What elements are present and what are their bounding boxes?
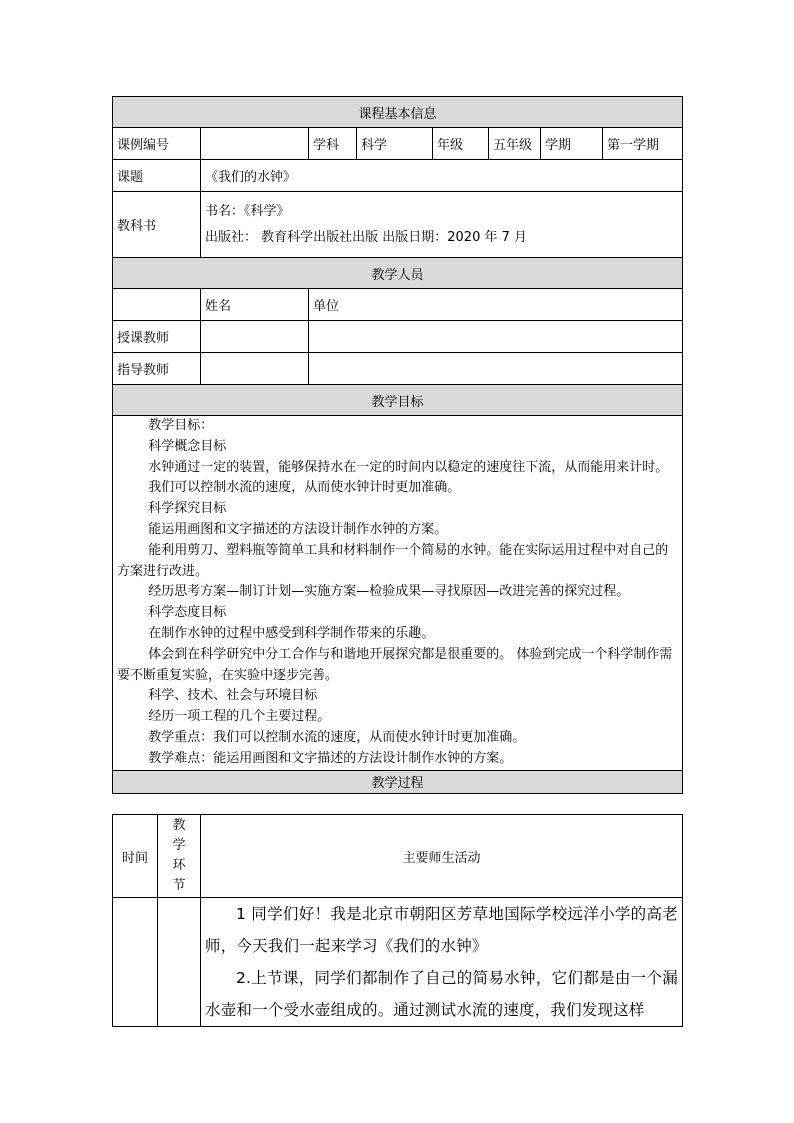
goal-line: 经历思考方案—制订计划—实施方案—检验成果—寻找原因—改进完善的探究过程。 (148, 584, 630, 600)
subject-label: 学科 (309, 128, 357, 160)
case-no-value (201, 128, 309, 160)
staff-header: 教学人员 (113, 258, 683, 289)
topic-label: 课题 (113, 160, 201, 192)
subject-value: 科学 (357, 128, 433, 160)
textbook-label: 教科书 (113, 192, 201, 258)
staff-corner (113, 289, 201, 321)
basic-info-header: 课程基本信息 (113, 97, 683, 128)
goal-line: 教学难点：能运用画图和文字描述的方法设计制作水钟的方案。 (148, 750, 513, 766)
goal-line: 科学探究目标 (148, 501, 227, 517)
activity-paragraph: 1 同学们好！我是北京市朝阳区芳草地国际学校远洋小学的高老师，今天我们一起来学习《我们的水钟》 (205, 905, 678, 955)
textbook-info (201, 192, 683, 258)
mentor-label: 指导教师 (113, 353, 201, 385)
teacher-label: 授课教师 (113, 321, 201, 353)
goals-header: 教学目标 (113, 385, 683, 416)
topic-value: 《我们的水钟》 (201, 160, 683, 192)
grade-label: 年级 (433, 128, 489, 160)
stage-cell (158, 898, 201, 1027)
staff-name-header: 姓名 (201, 289, 309, 321)
goals-content (113, 416, 683, 771)
goal-line: 在制作水钟的过程中感受到科学制作带来的乐趣。 (148, 625, 435, 641)
process-header: 教学过程 (113, 770, 683, 793)
time-header: 时间 (113, 815, 158, 898)
grade-value: 五年级 (489, 128, 541, 160)
goal-line: 能运用画图和文字描述的方法设计制作水钟的方案。 (148, 521, 448, 537)
goal-line: 体会到在科学研究中分工合作与和谐地开展探究都是很重要的。 体验到完成一个科学制作需要不断重复实验，在实验中逐步完善。 (117, 646, 673, 683)
teacher-name (201, 321, 309, 353)
activity-paragraph: 2.上节课，同学们都制作了自己的简易水钟，它们都是由一个漏水壶和一个受水壶组成的。通过测试水流的速度，我们发现这样 (205, 969, 678, 1019)
process-table (112, 814, 683, 1027)
goal-line: 科学、技术、社会与环境目标 (148, 688, 318, 704)
stage-header (158, 815, 201, 898)
goal-line: 经历一项工程的几个主要过程。 (148, 709, 331, 725)
goal-line: 能利用剪刀、塑料瓶等简单工具和材料制作一个简易的水钟。能在实际运用过程中对自己的方案进行改进。 (117, 542, 669, 579)
mentor-name (201, 353, 309, 385)
stage-header-text: 教学环节 (172, 818, 186, 893)
time-cell (113, 898, 158, 1027)
mentor-unit (309, 353, 683, 385)
book-name: 书名：《科学》 (205, 203, 290, 219)
goal-line: 教学目标： (148, 418, 214, 433)
lesson-info-table (112, 96, 683, 794)
goal-line: 教学重点：我们可以控制水流的速度，从而使水钟计时更加准确。 (148, 729, 526, 745)
goal-line: 科学态度目标 (148, 605, 227, 621)
goal-line: 我们可以控制水流的速度，从而使水钟计时更加准确。 (148, 480, 461, 496)
activity-content (201, 898, 683, 1027)
staff-unit-header: 单位 (309, 289, 683, 321)
publisher-info: 出版社： 教育科学出版社出版 出版日期：2020 年 7 月 (205, 229, 528, 245)
teacher-unit (309, 321, 683, 353)
goal-line: 科学概念目标 (148, 438, 227, 454)
term-value: 第一学期 (603, 128, 683, 160)
case-no-label: 课例编号 (113, 128, 201, 160)
term-label: 学期 (541, 128, 603, 160)
activity-header: 主要师生活动 (201, 815, 683, 898)
goal-line: 水钟通过一定的装置，能够保持水在一定的时间内以稳定的速度往下流，从而能用来计时。 (148, 459, 669, 475)
